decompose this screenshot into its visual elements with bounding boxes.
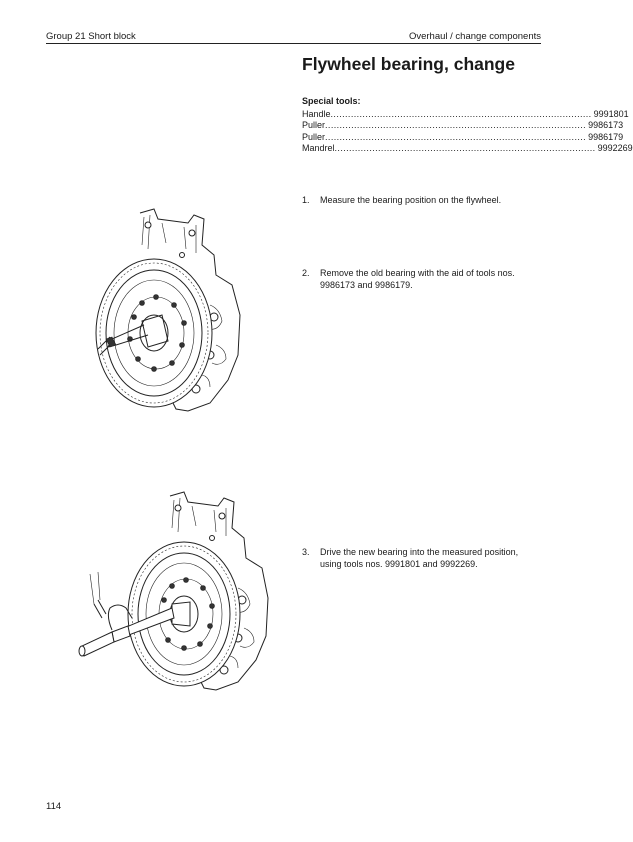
- step-3: [302, 547, 542, 570]
- flywheel-puller-illustration: [92, 205, 252, 420]
- step-1: [302, 195, 542, 207]
- step-text: Remove the old bearing with the aid of tools nos. 9986173 and 9986179.: [320, 268, 515, 290]
- leader-dots: ..........................................................................................: [334, 143, 596, 154]
- step-2: [302, 268, 542, 291]
- tool-name: Puller: [302, 120, 326, 131]
- step-number: 2.: [302, 268, 310, 278]
- tool-row: [302, 143, 633, 155]
- header-chapter-title: Overhaul / change components: [408, 31, 541, 42]
- tool-number: 9986179: [588, 131, 624, 142]
- tool-name: Handle: [302, 108, 331, 119]
- leader-dots: ..........................................................................................: [325, 120, 587, 131]
- leader-dots: ..........................................................................................: [330, 108, 592, 119]
- tool-row: [302, 131, 624, 144]
- tool-number: 9991801: [593, 108, 629, 119]
- step-number: 3.: [302, 547, 310, 557]
- flywheel-mandrel-illustration: [72, 490, 272, 700]
- special-tools-heading: Special tools:: [302, 96, 361, 106]
- page-title: Flywheel bearing, change: [302, 54, 515, 74]
- special-tools-list: [302, 96, 633, 155]
- step-text: Drive the new bearing into the measured position, using tools nos. 9991801 and 9992269.: [320, 547, 519, 569]
- step-text: Measure the bearing position on the flywheel.: [320, 195, 502, 205]
- tool-name: Mandrel: [302, 143, 335, 154]
- step-number: 1.: [302, 195, 310, 205]
- tool-number: 9986173: [588, 120, 624, 131]
- leader-dots: ..........................................................................................: [325, 131, 587, 142]
- tool-row: [302, 108, 629, 121]
- header-section-title: Group 21 Short block: [46, 31, 136, 42]
- tool-name: Puller: [302, 131, 326, 142]
- header-divider: [46, 43, 541, 44]
- tool-row: [302, 120, 624, 132]
- page-number: 114: [46, 801, 62, 812]
- tool-number: 9992269: [597, 143, 633, 154]
